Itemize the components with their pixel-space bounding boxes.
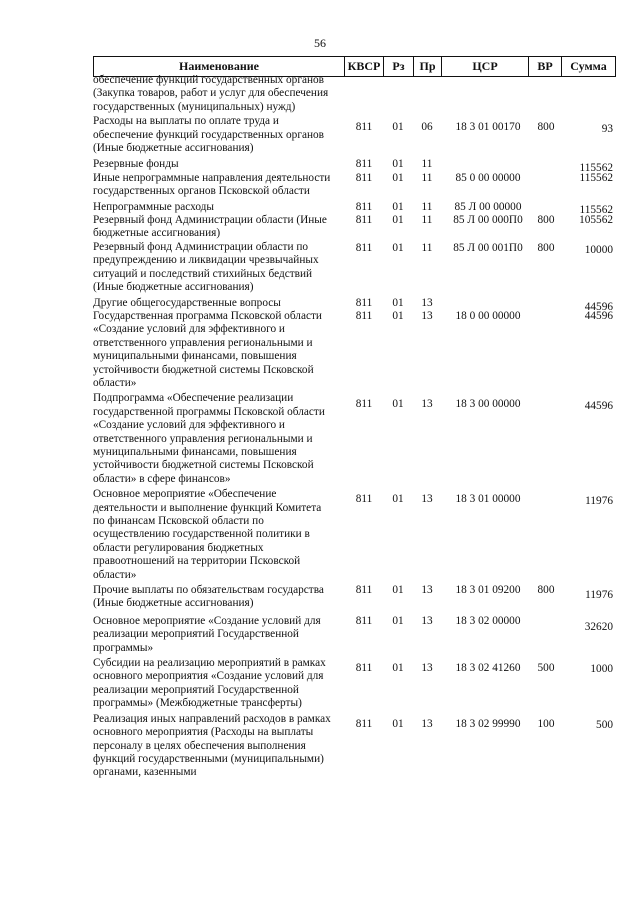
table-row [93, 201, 616, 214]
row-pr: 11 [421, 214, 433, 227]
row-sum: 44596 [584, 309, 613, 322]
header-name: Наименование [179, 59, 259, 73]
row-sum: 11976 [585, 589, 613, 602]
row-kvsr: 811 [355, 309, 373, 322]
row-pr: 11 [421, 171, 433, 184]
row-rz: 01 [392, 398, 404, 411]
row-sum: 1000 [590, 663, 613, 676]
row-pr: 13 [421, 309, 433, 322]
header-kvsr: КВСР [347, 59, 381, 73]
row-sum: 115562 [579, 203, 613, 216]
row-pr: 13 [421, 296, 433, 309]
row-vr: 800 [537, 121, 555, 134]
row-name: Государственная программа Псковской области «Создание условий для эффективного и ответственного управления региональными и муниципальными финансами, повышения устойчивости бюджетной системы Псковской области» [93, 309, 322, 389]
row-vr: 800 [537, 241, 555, 254]
row-vr: 500 [537, 662, 555, 675]
table-row [93, 657, 616, 711]
row-pr: 11 [421, 241, 433, 254]
row-rz: 01 [392, 584, 404, 597]
row-sum: 93 [601, 123, 613, 136]
row-sum: 32620 [584, 620, 613, 633]
table-row [93, 241, 616, 295]
row-csr: 18 3 02 99990 [455, 717, 521, 730]
row-csr: 85 Л 00 00000 [454, 200, 522, 213]
row-rz: 01 [392, 121, 404, 134]
table-row [93, 172, 616, 199]
row-sum: 44596 [584, 300, 613, 313]
row-rz: 01 [392, 241, 404, 254]
row-vr: 800 [537, 214, 555, 227]
row-rz: 01 [392, 158, 404, 171]
row-kvsr: 811 [355, 241, 373, 254]
row-kvsr: 811 [355, 662, 373, 675]
row-name: Реализация иных направлений расходов в рамках основного мероприятия (Расходы на выплаты персоналу в целях обеспечения выполнения функций государственными (муниципальными) органами, казенными [93, 712, 331, 779]
row-pr: 11 [421, 200, 433, 213]
row-name: Субсидии на реализацию мероприятий в рамках основного мероприятия «Создание условий для реализации мероприятий Государственной программы» (Межбюджетные трансферты) [93, 657, 326, 710]
row-name: Иные непрограммные направления деятельности государственных органов Псковской области [93, 171, 331, 198]
row-pr: 06 [421, 121, 433, 134]
row-name: Основное мероприятие «Обеспечение деятельности и выполнение функций Комитета по финансам Псковской области по осуществлению государственной политики в области регулирования бюджетных правоотношений на территории Псковской области» [93, 488, 322, 581]
row-csr: 85 Л 00 000П0 [453, 214, 523, 227]
page-number: 56 [314, 36, 326, 50]
row-csr: 18 3 02 00000 [455, 614, 521, 627]
row-rz: 01 [392, 171, 404, 184]
row-name: Основное мероприятие «Создание условий для реализации мероприятий Государственной программы» [93, 614, 321, 654]
table-row [93, 74, 616, 114]
row-rz: 01 [392, 614, 404, 627]
table-row [93, 615, 616, 655]
table-row [93, 713, 616, 780]
row-vr: 100 [537, 717, 555, 730]
row-name: Непрограммные расходы [93, 200, 214, 213]
row-kvsr: 811 [355, 717, 373, 730]
row-kvsr: 811 [355, 398, 373, 411]
table-row [93, 214, 616, 241]
row-kvsr: 811 [355, 121, 373, 134]
row-csr: 18 3 01 00170 [455, 121, 521, 134]
row-pr: 13 [421, 398, 433, 411]
row-rz: 01 [392, 200, 404, 213]
row-kvsr: 811 [355, 614, 373, 627]
table-row [93, 296, 616, 313]
row-rz: 01 [392, 214, 404, 227]
row-sum: 44596 [584, 400, 613, 413]
row-rz: 01 [392, 717, 404, 730]
row-kvsr: 811 [355, 158, 373, 171]
row-kvsr: 811 [355, 493, 373, 506]
header-pr: Пр [419, 59, 436, 73]
row-rz: 01 [392, 309, 404, 322]
table-row [93, 115, 616, 155]
row-name: Расходы на выплаты по оплате труда и обеспечение функций государственных органов (Иные бюджетные ассигнования) [93, 115, 324, 155]
row-kvsr: 811 [355, 200, 373, 213]
row-pr: 13 [421, 614, 433, 627]
row-sum: 500 [596, 718, 613, 731]
header-vr: ВР [537, 59, 553, 73]
row-name: Резервный фонд Администрации области по предупреждению и ликвидации чрезвычайных ситуаций и последствий стихийных бедствий (Иные бюджетные ассигнования) [93, 240, 319, 294]
row-name: Другие общегосударственные вопросы [93, 296, 281, 309]
budget-table [93, 56, 616, 780]
row-pr: 13 [421, 717, 433, 730]
row-csr: 18 3 01 00000 [455, 493, 521, 506]
table-row [93, 584, 616, 611]
row-sum: 10000 [584, 243, 613, 256]
row-vr: 800 [537, 584, 555, 597]
header-rz: Рз [392, 59, 405, 73]
header-sum: Сумма [570, 59, 607, 73]
row-sum: 105562 [579, 214, 613, 227]
row-kvsr: 811 [355, 214, 373, 227]
row-pr: 13 [421, 584, 433, 597]
row-rz: 01 [392, 493, 404, 506]
row-csr: 18 3 00 00000 [455, 398, 521, 411]
row-csr: 18 0 00 00000 [455, 309, 521, 322]
row-sum: 115562 [579, 162, 613, 175]
row-kvsr: 811 [355, 296, 373, 309]
table-row [93, 392, 616, 486]
row-pr: 11 [421, 158, 433, 171]
row-kvsr: 811 [355, 584, 373, 597]
table-row [93, 158, 616, 175]
row-sum: 11976 [585, 495, 613, 508]
row-kvsr: 811 [355, 171, 373, 184]
row-name: Подпрограмма «Обеспечение реализации государственной программы Псковской области «Создание условий для эффективного и ответственного управления региональными и муниципальными финансами, повышения устойчивости бюджетной системы Псковской области» в сфере финансов» [93, 392, 325, 485]
row-csr: 18 3 01 09200 [455, 584, 521, 597]
row-csr: 85 0 00 00000 [455, 171, 521, 184]
header-csr: ЦСР [472, 59, 498, 73]
row-rz: 01 [392, 296, 404, 309]
row-sum: 115562 [579, 171, 613, 184]
row-name: обеспечение функций государственных органов (Закупка товаров, работ и услуг для обеспечения государственных (муниципальных) нужд) [93, 74, 329, 113]
table-row [93, 488, 616, 582]
table-body [93, 74, 616, 780]
table-row [93, 310, 616, 390]
row-name: Прочие выплаты по обязательствам государства (Иные бюджетные ассигнования) [93, 584, 324, 610]
row-pr: 13 [421, 493, 433, 506]
row-name: Резервный фонд Администрации области (Иные бюджетные ассигнования) [93, 214, 327, 240]
row-rz: 01 [392, 662, 404, 675]
row-csr: 18 3 02 41260 [455, 662, 521, 675]
row-pr: 13 [421, 662, 433, 675]
row-csr: 85 Л 00 001П0 [453, 241, 523, 254]
row-name: Резервные фонды [93, 158, 179, 171]
